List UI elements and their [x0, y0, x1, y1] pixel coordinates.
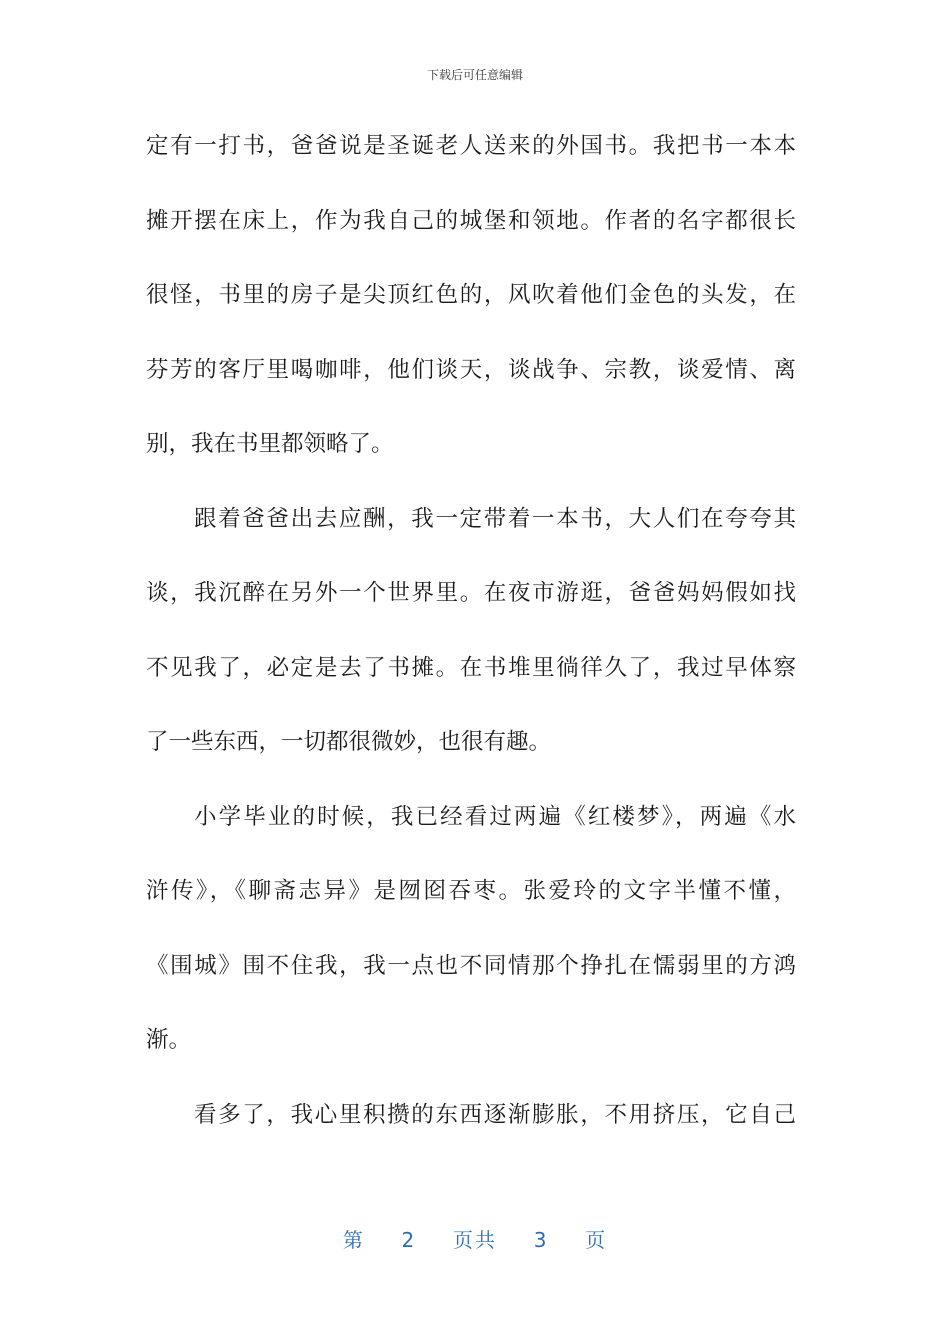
text-line: 谈，我沉醉在另外一个世界里。在夜市游逛，爸爸妈妈假如找: [146, 580, 796, 606]
text-line: 不见我了，必定是去了书摊。在书堆里徜徉久了，我过早体察: [146, 654, 796, 681]
text-line: 小学毕业的时候，我已经看过两遍《红楼梦》，两遍《水: [194, 803, 796, 830]
page-number-footer: [0, 1224, 950, 1253]
page-current: 2: [401, 1228, 417, 1252]
text-line: 跟着爸爸出去应酬，我一定带着一本书，大人们在夸夸其: [194, 505, 796, 532]
text-line: 定有一打书，爸爸说是圣诞老人送来的外国书。我把书一本本: [146, 133, 796, 159]
page-total: 3: [533, 1228, 549, 1252]
text-line: 别，我在书里都领略了。: [146, 431, 394, 457]
page-suffix: 页: [585, 1228, 608, 1252]
text-line: 《围城》围不住我，我一点也不同情那个挣扎在懦弱里的方鸿: [146, 952, 796, 979]
document-body: [146, 120, 796, 1163]
text-line: 渐。: [146, 1027, 192, 1053]
text-line: 浒传》，《聊斋志异》是囫囵吞枣。张爱玲的文字半懂不懂，: [146, 878, 796, 904]
text-line: 看多了，我心里积攒的东西逐渐膨胀，不用挤压，它自己: [194, 1101, 796, 1128]
page-mid: 页共: [453, 1228, 497, 1252]
text-line: 很怪，书里的房子是尖顶红色的，风吹着他们金色的头发，在: [146, 282, 796, 308]
page-prefix: 第: [342, 1228, 365, 1252]
text-line: 了一些东西，一切都很微妙，也很有趣。: [146, 729, 552, 755]
header-note: 下载后可任意编辑: [426, 68, 523, 82]
text-line: 摊开摆在床上，作为我自己的城堡和领地。作者的名字都很长: [146, 207, 796, 234]
text-line: 芬芳的客厅里喝咖啡，他们谈天，谈战争、宗教，谈爱情、离: [146, 356, 796, 383]
